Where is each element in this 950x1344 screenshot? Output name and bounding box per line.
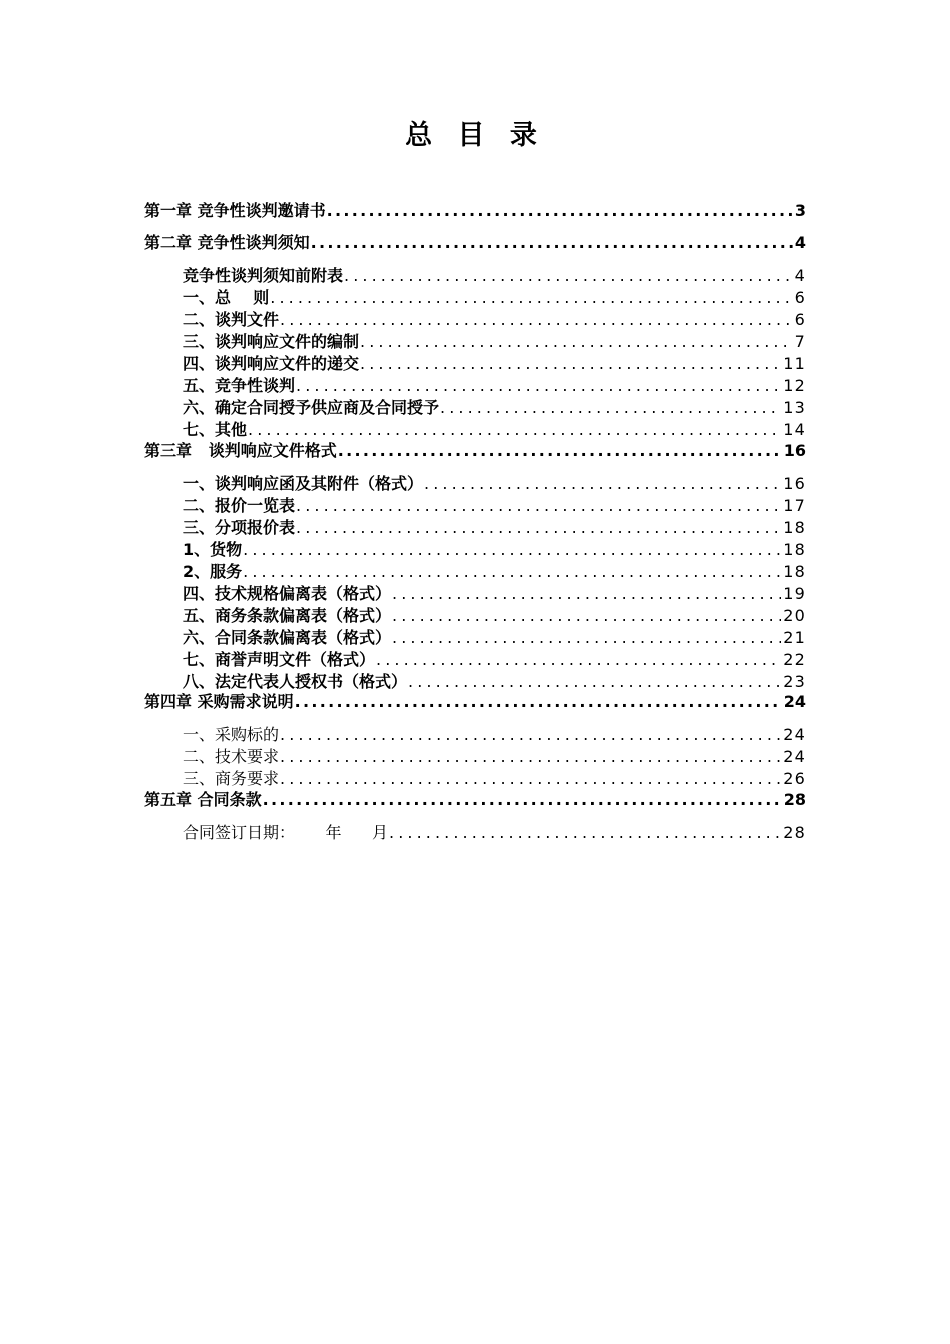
toc-entry-label: 七、其他 — [183, 420, 248, 439]
toc-entry[interactable] — [183, 353, 806, 375]
toc-entry-chapter-1[interactable] — [144, 200, 806, 222]
toc-entry[interactable] — [183, 495, 806, 517]
toc-leader-dots — [392, 627, 781, 649]
toc-entry-chapter-2[interactable] — [144, 232, 806, 254]
toc-leader-dots — [243, 539, 781, 561]
toc-page-number: 6 — [794, 310, 806, 329]
toc-page-number: 24 — [783, 725, 806, 744]
toc-leader-dots — [327, 200, 793, 222]
toc-leader-dots — [344, 265, 793, 287]
toc-page-number: 19 — [783, 584, 806, 603]
toc-leader-dots — [263, 789, 782, 811]
toc-page-number: 4 — [794, 233, 806, 252]
toc-page-number: 11 — [783, 354, 806, 373]
toc-page-number: 13 — [783, 398, 806, 417]
toc-page-number: 12 — [783, 376, 806, 395]
toc-entry[interactable] — [183, 627, 806, 649]
toc-entry-label: 六、确定合同授予供应商及合同授予 — [183, 398, 440, 417]
toc-leader-dots — [280, 309, 793, 331]
toc-page-number: 6 — [794, 288, 806, 307]
toc-page-number: 22 — [783, 650, 806, 669]
toc-entry-label: 三、分项报价表 — [183, 518, 296, 537]
toc-entry-label: 二、报价一览表 — [183, 496, 296, 515]
toc-leader-dots — [392, 605, 781, 627]
toc-entry-label: 一、采购标的 — [183, 725, 280, 744]
toc-leader-dots — [360, 353, 781, 375]
toc-entry[interactable] — [183, 605, 806, 627]
toc-page-number: 17 — [783, 496, 806, 515]
toc-leader-dots — [392, 583, 781, 605]
toc-entry[interactable] — [183, 517, 806, 539]
toc-entry[interactable] — [183, 768, 806, 790]
toc-page-number: 3 — [794, 201, 806, 220]
toc-entry-label: 第二章 竞争性谈判须知 — [144, 233, 310, 252]
toc-leader-dots — [280, 746, 781, 768]
toc-entry-label: 2、服务 — [183, 562, 243, 581]
toc-leader-dots — [296, 495, 781, 517]
toc-page-number: 23 — [783, 672, 806, 691]
toc-page-number: 16 — [783, 474, 806, 493]
toc-entry-label: 六、合同条款偏离表（格式） — [183, 628, 392, 647]
toc-entry-label: 第四章 采购需求说明 — [144, 692, 294, 711]
toc-entry-label: 三、商务要求 — [183, 769, 280, 788]
toc-entry-label: 二、谈判文件 — [183, 310, 280, 329]
toc-leader-dots — [248, 419, 781, 441]
toc-leader-dots — [296, 375, 781, 397]
toc-leader-dots — [440, 397, 781, 419]
toc-entry-label: 二、技术要求 — [183, 747, 280, 766]
toc-entry-label: 一、总 则 — [183, 288, 270, 307]
toc-entry[interactable] — [183, 724, 806, 746]
toc-page-number: 28 — [783, 790, 806, 809]
toc-entry[interactable] — [183, 473, 806, 495]
toc-entry[interactable] — [183, 561, 806, 583]
toc-entry[interactable] — [183, 287, 806, 309]
toc-entry[interactable] — [183, 583, 806, 605]
toc-page-number: 24 — [783, 692, 806, 711]
toc-page-number: 28 — [783, 823, 806, 842]
toc-entry-label: 五、竞争性谈判 — [183, 376, 296, 395]
toc-page-number: 16 — [783, 441, 806, 460]
toc-leader-dots — [280, 768, 781, 790]
toc-entry-chapter-5[interactable] — [144, 789, 806, 811]
toc-entry-label: 第一章 竞争性谈判邀请书 — [144, 201, 326, 220]
toc-entry-label: 1、货物 — [183, 540, 243, 559]
toc-entry-label: 第五章 合同条款 — [144, 790, 262, 809]
toc-leader-dots — [243, 561, 781, 583]
toc-page-number: 18 — [783, 540, 806, 559]
toc-entry[interactable] — [183, 265, 806, 287]
toc-entry-label: 三、谈判响应文件的编制 — [183, 332, 360, 351]
toc-page-number: 20 — [783, 606, 806, 625]
page-title: 总 目 录 — [405, 120, 545, 151]
toc-entry-label: 四、技术规格偏离表（格式） — [183, 584, 392, 603]
toc-entry-label: 合同签订日期： 年 月 — [183, 823, 389, 842]
toc-entry[interactable] — [183, 671, 806, 693]
toc-leader-dots — [360, 331, 793, 353]
toc-entry[interactable] — [183, 649, 806, 671]
toc-page-number: 14 — [783, 420, 806, 439]
toc-leader-dots — [338, 440, 782, 462]
toc-entry-label: 一、谈判响应函及其附件（格式） — [183, 474, 424, 493]
toc-page-number: 21 — [783, 628, 806, 647]
toc-entry[interactable] — [183, 746, 806, 768]
toc-entry-label: 四、谈判响应文件的递交 — [183, 354, 360, 373]
toc-entry[interactable] — [183, 309, 806, 331]
toc-page-number: 7 — [794, 332, 806, 351]
toc-leader-dots — [295, 691, 782, 713]
toc-entry[interactable] — [183, 822, 806, 844]
toc-page-number: 4 — [794, 266, 806, 285]
toc-leader-dots — [408, 671, 781, 693]
toc-entry-chapter-3[interactable] — [144, 440, 806, 462]
toc-entry[interactable] — [183, 331, 806, 353]
toc-entry-label: 竞争性谈判须知前附表 — [183, 266, 344, 285]
toc-entry[interactable] — [183, 419, 806, 441]
toc-entry[interactable] — [183, 397, 806, 419]
toc-leader-dots — [376, 649, 781, 671]
toc-entry[interactable] — [183, 375, 806, 397]
toc-entry-label: 第三章 谈判响应文件格式 — [144, 441, 337, 460]
toc-leader-dots — [280, 724, 781, 746]
toc-leader-dots — [389, 822, 781, 844]
toc-page-number: 18 — [783, 562, 806, 581]
toc-leader-dots — [424, 473, 781, 495]
toc-entry-label: 七、商誉声明文件（格式） — [183, 650, 376, 669]
toc-leader-dots — [296, 517, 781, 539]
toc-entry-label: 五、商务条款偏离表（格式） — [183, 606, 392, 625]
toc-page-number: 24 — [783, 747, 806, 766]
toc-entry-chapter-4[interactable] — [144, 691, 806, 713]
toc-entry-label: 八、法定代表人授权书（格式） — [183, 672, 408, 691]
toc-leader-dots — [311, 232, 793, 254]
toc-page-number: 26 — [783, 769, 806, 788]
toc-leader-dots — [270, 287, 792, 309]
toc-page-number: 18 — [783, 518, 806, 537]
toc-entry[interactable] — [183, 539, 806, 561]
